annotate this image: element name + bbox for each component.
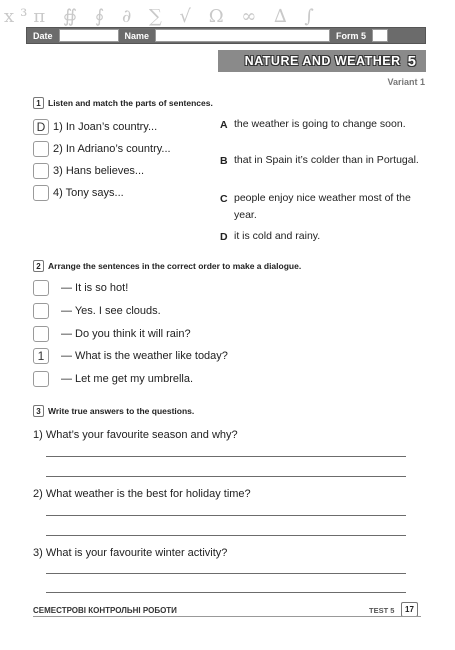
option-text: the weather is going to change soon. xyxy=(234,118,406,130)
answer-line[interactable] xyxy=(46,515,406,516)
task3-question: 1) What’s your favourite season and why? xyxy=(33,429,238,441)
footer-test-label: TEST 5 xyxy=(369,606,395,615)
option-text: it is cold and rainy. xyxy=(234,230,321,242)
footer-divider xyxy=(33,616,421,617)
form-label: Form 5 xyxy=(336,30,367,41)
item-text: — What is the weather like today? xyxy=(61,350,228,362)
answer-box[interactable]: 1 xyxy=(33,348,49,364)
item-text: 3) Hans believes... xyxy=(53,165,145,177)
task2-item xyxy=(33,371,193,387)
top-decoration: x³π ∯ ∮ ∂ ∑ √ Ω ∞ ∆ ∫ xyxy=(4,6,320,27)
task1-item xyxy=(33,185,124,201)
task1-item xyxy=(33,119,157,135)
task2-item xyxy=(33,280,128,296)
item-text: 1) In Joan’s country... xyxy=(53,121,158,133)
item-text: — Do you think it will rain? xyxy=(61,328,191,340)
answer-line[interactable] xyxy=(46,476,406,477)
option-text: that in Spain it’s colder than in Portugal. xyxy=(234,154,419,166)
section-title: NATURE AND WEATHER xyxy=(244,54,401,68)
option-letter: A xyxy=(220,119,228,131)
item-text: 4) Tony says... xyxy=(53,187,124,199)
date-field[interactable] xyxy=(59,29,119,42)
answer-line[interactable] xyxy=(46,573,406,574)
task2-number: 2 xyxy=(33,260,44,272)
task1-option xyxy=(220,193,420,224)
option-letter: C xyxy=(220,193,228,205)
task3-question: 3) What is your favourite winter activity? xyxy=(33,547,228,559)
answer-line[interactable] xyxy=(46,592,406,593)
page-number: 17 xyxy=(401,602,418,617)
answer-line[interactable] xyxy=(46,456,406,457)
task2-item xyxy=(33,326,191,342)
answer-box[interactable] xyxy=(33,280,49,296)
task2-header xyxy=(33,260,301,272)
item-text: 2) In Adriano’s country... xyxy=(53,143,171,155)
task1-option xyxy=(220,119,420,133)
option-text: people enjoy nice weather most of the year. xyxy=(234,192,411,221)
section-banner xyxy=(218,50,426,72)
answer-box[interactable] xyxy=(33,185,49,201)
answer-box[interactable] xyxy=(33,326,49,342)
answer-box[interactable] xyxy=(33,303,49,319)
footer-series-title: СЕМЕСТРОВІ КОНТРОЛЬНІ РОБОТИ xyxy=(33,606,177,615)
item-text: — It is so hot! xyxy=(61,282,129,294)
option-letter: B xyxy=(220,155,228,167)
date-label: Date xyxy=(33,30,53,41)
task3-question: 2) What weather is the best for holiday time? xyxy=(33,488,251,500)
item-text: — Let me get my umbrella. xyxy=(61,373,194,385)
task1-option xyxy=(220,155,420,169)
task1-instruction: Listen and match the parts of sentences. xyxy=(48,98,213,108)
variant-label: Variant 1 xyxy=(387,77,425,87)
answer-box[interactable] xyxy=(33,141,49,157)
option-letter: D xyxy=(220,231,228,243)
answer-line[interactable] xyxy=(46,535,406,536)
header-bar xyxy=(26,27,426,44)
task1-item xyxy=(33,141,171,157)
task3-header xyxy=(33,405,194,417)
task3-instruction: Write true answers to the questions. xyxy=(48,406,195,416)
unit-number: 5 xyxy=(407,52,416,70)
task2-item xyxy=(33,348,228,364)
task2-item xyxy=(33,303,161,319)
form-field[interactable] xyxy=(372,29,388,42)
task1-item xyxy=(33,163,144,179)
answer-box[interactable] xyxy=(33,163,49,179)
answer-box[interactable]: D xyxy=(33,119,49,135)
item-text: — Yes. I see clouds. xyxy=(61,305,161,317)
task3-number: 3 xyxy=(33,405,44,417)
task1-header xyxy=(33,97,213,109)
task2-instruction: Arrange the sentences in the correct order to make a dialogue. xyxy=(48,261,302,271)
task1-number: 1 xyxy=(33,97,44,109)
name-field[interactable] xyxy=(155,29,330,42)
answer-box[interactable] xyxy=(33,371,49,387)
task1-option xyxy=(220,231,420,245)
name-label: Name xyxy=(124,30,150,41)
